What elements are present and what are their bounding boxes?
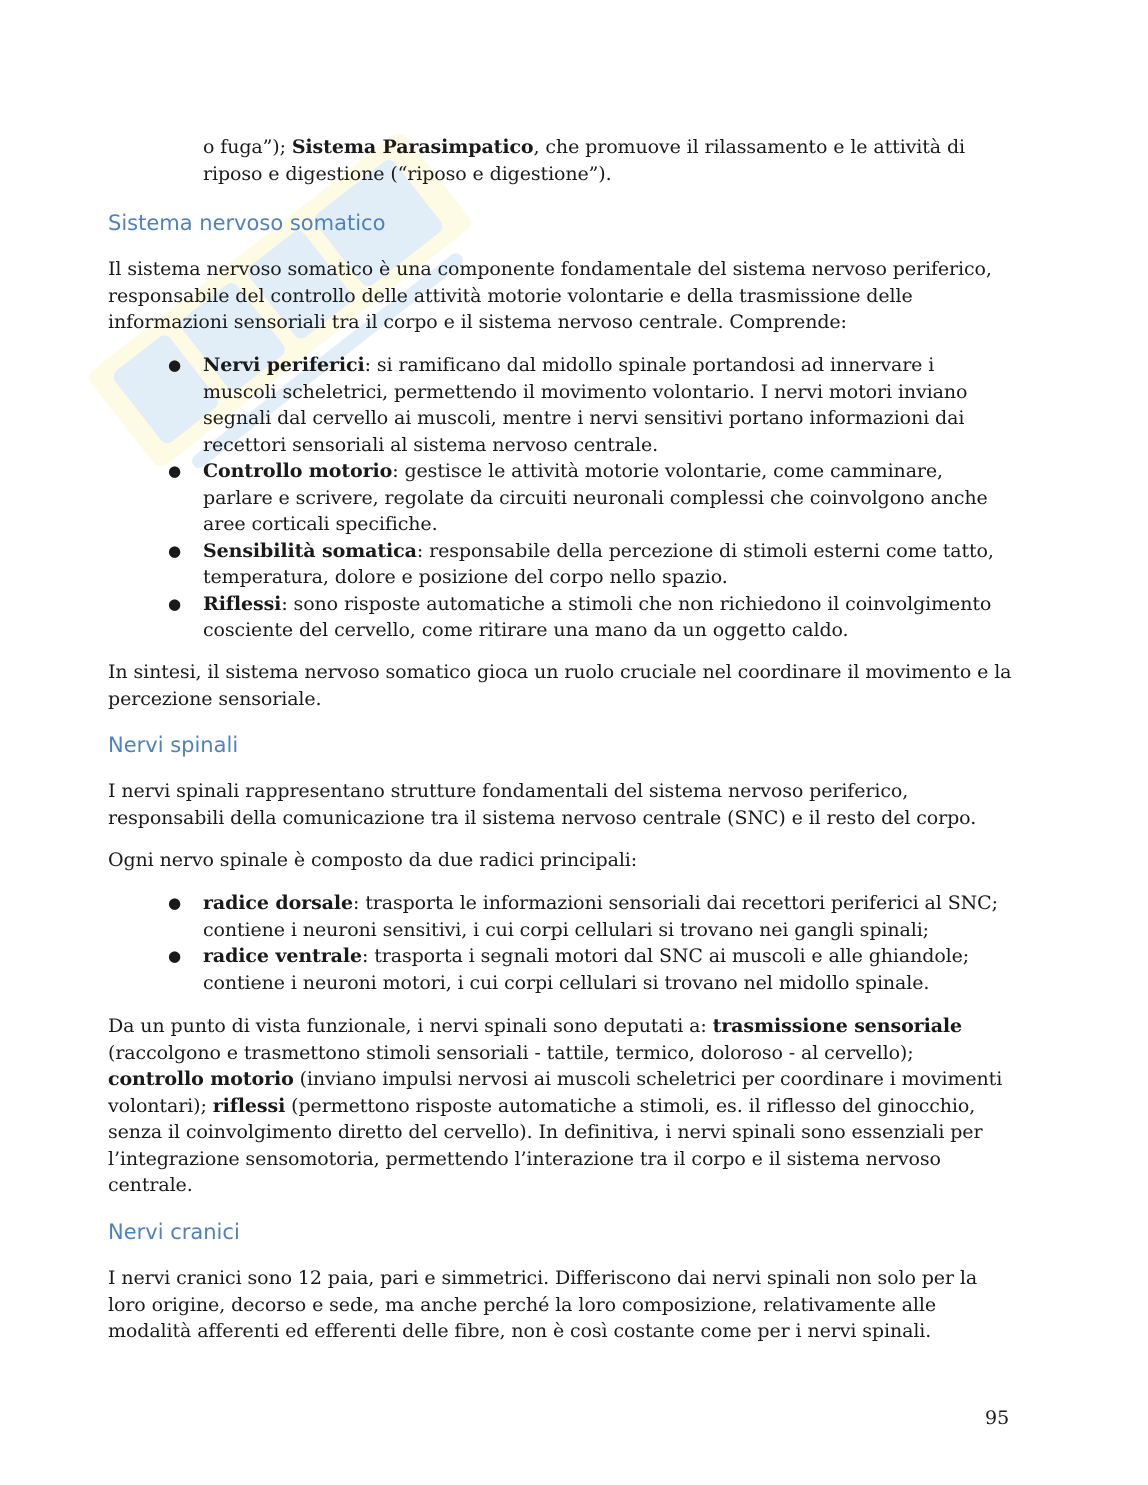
term-parasimpatico: Sistema Parasimpatico bbox=[291, 136, 534, 158]
list-item: ● radice ventrale: trasporta i segnali motori dal SNC ai muscoli e alle ghiandole; contiene i neuroni motori, i cui corpi cellulari si trovano nel midollo spinale. bbox=[168, 945, 970, 994]
bullet-icon: ● bbox=[168, 541, 182, 560]
somatico-bullet-list bbox=[108, 352, 1013, 644]
list-item: ● Controllo motorio: gestisce le attività motorie volontarie, come camminare, parlare e scrivere, regolate da circuiti neuronali complessi che coinvolgono anche aree corticali specifiche. bbox=[168, 460, 988, 535]
spinali-intro: I nervi spinali rappresentano strutture fondamentali del sistema nervoso periferico, responsabili della comunicazione tra il sistema nervoso centrale (SNC) e il resto del corpo. bbox=[108, 780, 977, 829]
heading-nervi-spinali: Nervi spinali bbox=[108, 733, 239, 757]
spinali-roots-intro: Ogni nervo spinale è composto da due radici principali: bbox=[108, 849, 638, 871]
bullet-icon: ● bbox=[168, 947, 182, 965]
list-item: ● Riflessi: sono risposte automatiche a stimoli che non richiedono il coinvolgimento cosciente del cervello, come ritirare una mano da un oggetto caldo. bbox=[168, 592, 992, 641]
spinali-bullet-list bbox=[108, 890, 1013, 996]
somatico-intro: Il sistema nervoso somatico è una componente fondamentale del sistema nervoso periferico, responsabile del controllo delle attività motorie volontarie e della trasmissione delle informazioni sensoriali tra il corpo e il sistema nervoso centrale. Comprende: bbox=[108, 258, 992, 333]
spinali-function-paragraph: Da un punto di vista funzionale, i nervi spinali sono deputati a: trasmissione sensoriale (raccolgono e trasmettono stimoli sensoriali - tattile, termico, doloroso - al cervello); controllo motorio (inviano impulsi nervosi ai muscoli scheletrici per coordinare i movimenti volontari); riflessi (permettono risposte automatiche a stimoli, es. il riflesso del ginocchio, senza il coinvolgimento diretto del cervello). In definitiva, i nervi spinali sono essenziali per l’integrazione sensomotoria, permettendo l’interazione tra il corpo e il sistema nervoso centrale. bbox=[108, 1015, 1003, 1196]
page-number: 95 bbox=[985, 1407, 1010, 1429]
continuation-paragraph: o fuga”); Sistema Parasimpatico, che promuove il rilassamento e le attività di riposo e digestione (“riposo e digestione”). bbox=[203, 136, 966, 185]
bullet-icon: ● bbox=[168, 462, 182, 480]
list-item: ● Nervi periferici: si ramificano dal midollo spinale portandosi ad innervare i muscoli scheletrici, permettendo il movimento volontario. I nervi motori inviano segnali dal cervello ai muscoli, mentre i nervi sensitivi portano informazioni dai recettori sensoriali al sistema nervoso centrale. bbox=[168, 354, 968, 456]
list-item: ● Sensibilità somatica: responsabile della percezione di stimoli esterni come tatto, temperatura, dolore e posizione del corpo nello spazio. bbox=[168, 539, 994, 588]
heading-sistema-nervoso-somatico: Sistema nervoso somatico bbox=[108, 211, 386, 235]
cranici-intro: I nervi cranici sono 12 paia, pari e simmetrici. Differiscono dai nervi spinali non solo per la loro origine, decorso e sede, ma anche perché la loro composizione, relativamente alle modalità afferenti ed efferenti delle fibre, non è così costante come per i nervi spinali. bbox=[108, 1267, 978, 1342]
somatico-summary: In sintesi, il sistema nervoso somatico gioca un ruolo cruciale nel coordinare il movimento e la percezione sensoriale. bbox=[108, 661, 1012, 710]
list-item: ● radice dorsale: trasporta le informazioni sensoriali dai recettori periferici al SNC; contiene i neuroni sensitivi, i cui corpi cellulari si trovano nei gangli spinali; bbox=[168, 892, 998, 941]
bullet-icon: ● bbox=[168, 356, 182, 374]
heading-nervi-cranici: Nervi cranici bbox=[108, 1220, 240, 1244]
bullet-icon: ● bbox=[168, 894, 182, 912]
bullet-icon: ● bbox=[168, 594, 182, 613]
